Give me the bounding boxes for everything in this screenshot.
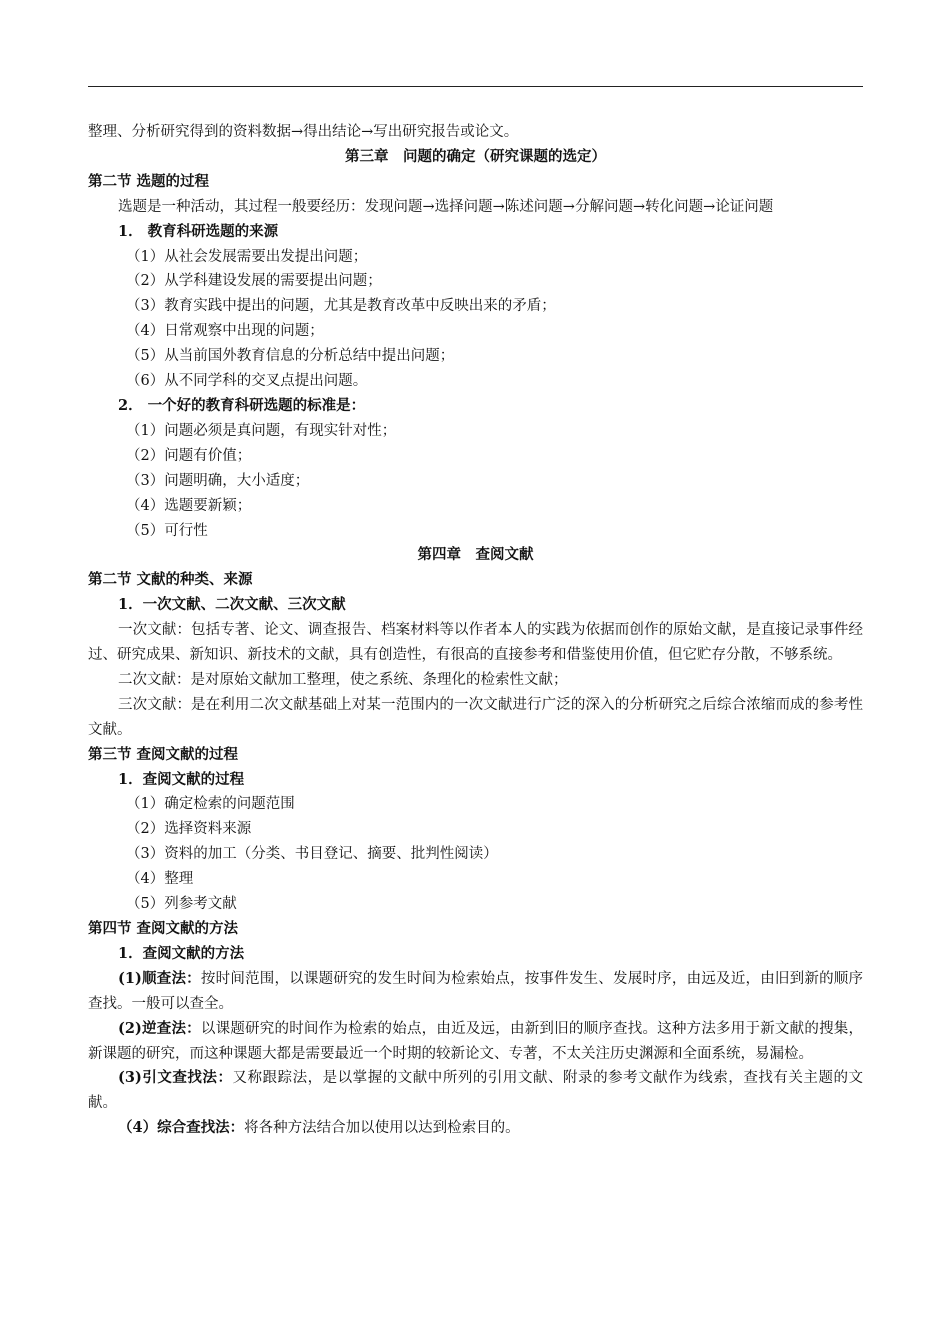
paragraph: 选题是一种活动，其过程一般要经历：发现问题→选择问题→陈述问题→分解问题→转化问题→论证问题 [118,198,774,215]
method-label: (1)顺查法： [118,969,201,987]
list-item: （3）资料的加工（分类、书目登记、摘要、批判性阅读） [126,846,498,863]
header-rule [88,86,863,87]
method-label: (2)逆查法： [118,1019,201,1037]
list-item: （6）从不同学科的交叉点提出问题。 [126,373,368,390]
chapter-3-title: 第三章 问题的确定（研究课题的选定） [345,147,606,165]
method-paragraph [88,1116,863,1141]
chapter-4-title: 第四章 查阅文献 [417,546,534,564]
method-text: 又称跟踪法，是以掌握的文献中所列的引用文献、附录的参考文献作为线索，查找有关主题的文献。 [88,1070,863,1112]
subheading: 1．一次文献、二次文献、三次文献 [118,596,346,614]
list-item: （4）选题要新颖； [126,497,252,514]
method-label: (3)引文查找法： [118,1069,233,1087]
list-item: （3）问题明确，大小适度； [126,472,310,489]
list-item: （1）确定检索的问题范围 [126,796,295,813]
method-text: 将各种方法结合加以使用以达到检索目的。 [244,1120,520,1137]
subheading: 1．查阅文献的方法 [118,944,245,962]
section-heading: 第三节 查阅文献的过程 [88,745,239,763]
subheading: 2． 一个好的教育科研选题的标准是： [118,396,366,414]
method-text: 以课题研究的时间作为检索的始点，由近及远，由新到旧的顺序查找。这种方法多用于新文献的搜集，新课题的研究，而这种课题大都是需要最近一个时期的较新论文、专著，不太关注历史渊源和全面系统，易漏检。 [88,1020,863,1062]
list-item: （5）列参考文献 [126,896,237,913]
paragraph: 三次文献：是在利用二次文献基础上对某一范围内的一次文献进行广泛的深入的分析研究之后综合浓缩而成的参考性文献。 [88,696,863,738]
method-paragraph [88,967,863,1017]
list-item: （1）从社会发展需要出发提出问题； [126,248,368,265]
section-heading: 第二节 文献的种类、来源 [88,571,253,589]
list-item: （5）可行性 [126,522,208,539]
method-paragraph [88,1066,863,1116]
document-body [88,120,863,1141]
list-item: （2）从学科建设发展的需要提出问题； [126,273,382,290]
paragraph: 二次文献：是对原始文献加工整理，使之系统、条理化的检索性文献； [118,671,568,688]
method-label: （4）综合查找法： [118,1119,245,1137]
list-item: （3）教育实践中提出的问题，尤其是教育改革中反映出来的矛盾； [126,298,556,315]
paragraph: 一次文献：包括专著、论文、调查报告、档案材料等以作者本人的实践为依据而创作的原始文献，是直接记录事件经过、研究成果、新知识、新技术的文献，具有创造性，有很高的直接参考和借鉴使用价值，但它贮存分散，不够系统。 [88,622,863,664]
list-item: （2）选择资料来源 [126,821,252,838]
method-text: 按时间范围，以课题研究的发生时间为检索始点，按事件发生、发展时序，由远及近，由旧到新的顺序查找。一般可以查全。 [88,970,863,1012]
section-heading: 第四节 查阅文献的方法 [88,920,239,937]
section-heading: 第二节 选题的过程 [88,172,210,190]
list-item: （4）日常观察中出现的问题； [126,323,324,340]
subheading: 1．查阅文献的过程 [118,770,245,788]
list-item: （5）从当前国外教育信息的分析总结中提出问题； [126,348,455,365]
list-item: （4）整理 [126,871,194,888]
list-item: （1）问题必须是真问题，有现实针对性； [126,422,397,439]
subheading: 1． 教育科研选题的来源 [118,222,279,240]
paragraph: 整理、分析研究得到的资料数据→得出结论→写出研究报告或论文。 [88,124,519,140]
list-item: （2）问题有价值； [126,447,252,464]
method-paragraph [88,1017,863,1067]
